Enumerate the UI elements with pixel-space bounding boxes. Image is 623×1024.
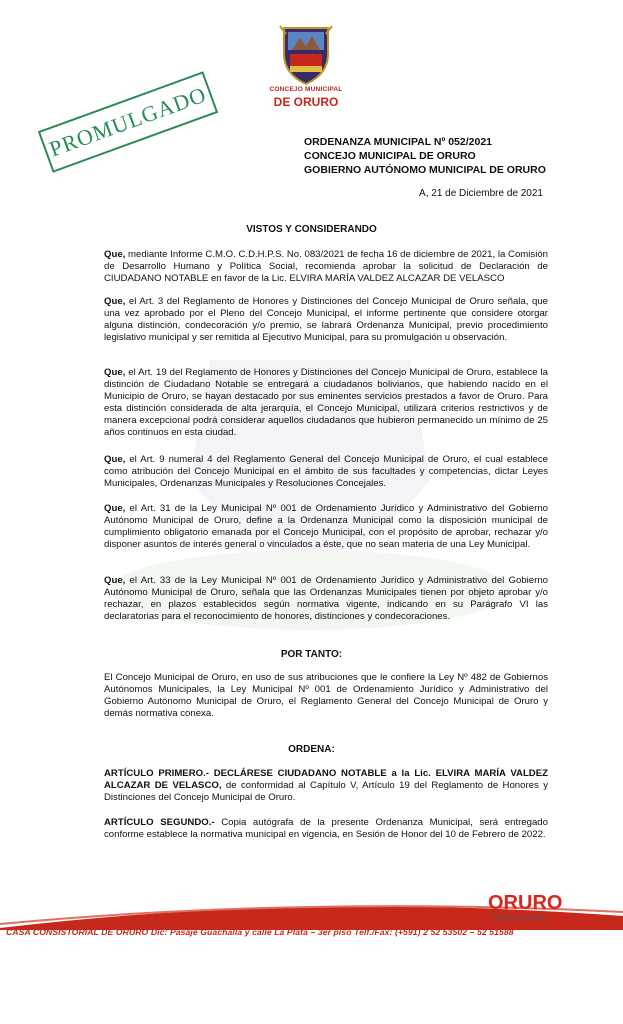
considerando-5: Que, el Art. 31 de la Ley Municipal Nº 001 de Ordenamiento Jurídico y Administrativo del Gobierno Autónomo Municipal de Oruro, define a la Ordenanza Municipal como la disposición municipal de cumplimiento obligatorio emanada por el Concejo Municipal, con el propósito de aprobar, rechazar y/o disponer asuntos de interés general o vinculados a éste, que no sean materia de una Ley Municipal. [104, 503, 548, 550]
considerando-3: Que, el Art. 19 del Reglamento de Honores y Distinciones del Concejo Municipal de Oruro, establece la distinción de Ciudadano Notable se entregará a ciudadanos bolivianos, que habiendo nacido en el Municipio de Oruro, se hayan destacado por sus eminentes servicios prestados a favor de Oruro. Para esta distinción considerada de alta jerarquía, el Concejo Municipal, utilizará criterios restrictivos y de manera excepcional podrá considerar aquellos ciudadanos que hubieron permanecido un mínimo de 25 años continuos en esta ciudad. [104, 367, 548, 438]
council-label-big: DE ORURO [273, 95, 339, 109]
considerando-2: Que, el Art. 3 del Reglamento de Honores y Distinciones del Concejo Municipal de Oruro señala, que una vez aprobado por el Pleno del Concejo Municipal, el informe pertinente que considere otorgar alguna distinción, condecoración y/o premio, se labrará Ordenanza Municipal, previo procedimiento legislativo municipal y ser remitida al Ejecutivo Municipal, para su promulgación u observación. [104, 296, 548, 343]
por-tanto-text: El Concejo Municipal de Oruro, en uso de sus atribuciones que le confiere la Ley Nº 482 de Gobiernos Autónomos Municipales, la Ley Municipal Nº 001 de Ordenamiento Jurídico y Administrativo del Gobierno Autónomo Municipal de Oruro, el Reglamento General del Concejo Municipal de Oruro y demás normativa conexa. [104, 672, 548, 719]
promulgado-stamp [38, 71, 218, 173]
document-date: A, 21 de Diciembre de 2021 [419, 188, 543, 199]
considerando-1: Que, mediante Informe C.M.O. C.D.H.P.S. No. 083/2021 de fecha 16 de diciembre de 2021, la Comisión de Desarrollo Humano y Política Social, recomienda aprobar la solicitud de Declaración de CIUDADANO NOTABLE en favor de la Lic. ELVIRA MARÍA VALDEZ ALCAZAR DE VELASCO [104, 249, 548, 284]
council-label-small: CONCEJO MUNICIPAL [269, 86, 343, 93]
considerando-6: Que, el Art. 33 de la Ley Municipal Nº 001 de Ordenamiento Jurídico y Administrativo del Gobierno Autónomo Municipal de Oruro, señala que las Ordenanzas Municipales tienen por objeto aprobar y/o rechazar, en plazos establecidos según normativa vigente, indicando en su Parágrafo VI las declaratorias para el reconocimiento de honores, distinciones y condecoraciones. [104, 575, 548, 622]
section-vistos-title: VISTOS Y CONSIDERANDO [246, 224, 377, 235]
ordinance-heading [304, 135, 546, 177]
articulo-segundo: ARTÍCULO SEGUNDO.- Copia autógrafa de la presente Ordenanza Municipal, será entregado conforme establece la normativa municipal en vigencia, en Sesión de Honor del 10 de Febrero de 2022. [104, 817, 548, 840]
considerando-4: Que, el Art. 9 numeral 4 del Reglamento General del Concejo Municipal de Oruro, el cual establece como atribución del Concejo Municipal en el ámbito de sus facultades y competencias, dictar Leyes Municipales, Ordenanzas Municipales y Resoluciones Concejales. [104, 454, 548, 489]
heading-line-3: GOBIERNO AUTÓNOMO MUNICIPAL DE ORURO [304, 164, 546, 176]
heading-line-1: ORDENANZA MUNICIPAL Nº 052/2021 [304, 136, 493, 148]
section-ordena-title: ORDENA: [288, 744, 335, 755]
articulo-primero: ARTÍCULO PRIMERO.- DECLÁRESE CIUDADANO NOTABLE a la Lic. ELVIRA MARÍA VALDEZ ALCAZAR DE VELASCO, de conformidad al Capítulo V, Artículo 19 del Reglamento de Honores y Distinciones del Concejo Municipal de Oruro. [104, 768, 548, 803]
footer-address: CASA CONSISTORIAL DE ORURO Dic: Pasaje Guachalla y calle La Plata – 3er piso Telf./Fax: (+591) 2 52 53502 – 52 51588 [6, 927, 514, 937]
municipal-crest-icon [278, 24, 334, 86]
heading-line-2: CONCEJO MUNICIPAL DE ORURO [304, 150, 476, 162]
footer-oruro-logo: ORURO [488, 892, 563, 914]
section-por-tanto-title: POR TANTO: [280, 649, 343, 660]
stamp-text: PROMULGADO [45, 81, 210, 162]
footer-tagline: Te quiero grande [492, 913, 547, 922]
